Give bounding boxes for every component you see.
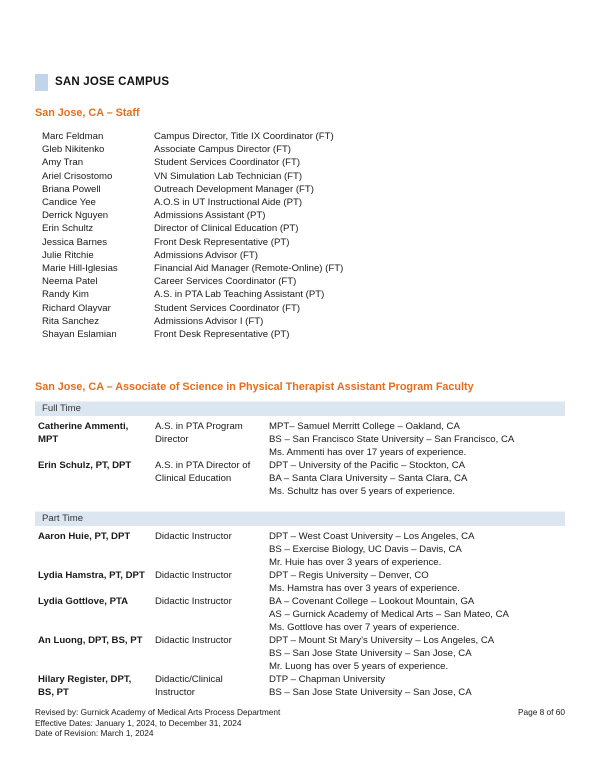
staff-member-role: VN Simulation Lab Technician (FT) (154, 170, 303, 182)
faculty-table (35, 401, 565, 699)
staff-row (42, 302, 565, 315)
faculty-member-details (269, 420, 565, 459)
faculty-credential-line: Mr. Huie has over 3 years of experience. (269, 557, 442, 569)
staff-member-role: Outreach Development Manager (FT) (154, 183, 314, 195)
faculty-member-role: Didactic Instructor (155, 531, 232, 543)
footer-effective-dates: Effective Dates: January 1, 2024, to December 31, 2024 (35, 717, 242, 728)
faculty-row (35, 634, 565, 673)
faculty-member-details (269, 459, 565, 498)
faculty-credential-line: BS – San Jose State University – San Jose, CA (269, 687, 472, 699)
faculty-credential-line: DPT – University of the Pacific – Stockton, CA (269, 460, 466, 472)
staff-row (42, 170, 565, 183)
faculty-member-details (269, 569, 565, 595)
footer-revised-by: Revised by: Gurnick Academy of Medical Arts Process Department (35, 707, 281, 718)
faculty-credential-line: DTP – Chapman University (269, 674, 386, 686)
faculty-credential-line: BS – San Jose State University – San Jose, CA (269, 648, 472, 660)
faculty-row (35, 459, 565, 498)
faculty-member-role: Didactic Instructor (155, 635, 232, 647)
staff-list (35, 130, 565, 341)
staff-member-role: Student Services Coordinator (FT) (154, 302, 301, 314)
faculty-member-role: Didactic/Clinical Instructor (155, 674, 223, 699)
staff-row (42, 328, 565, 341)
staff-member-name: Julie Ritchie (42, 249, 94, 261)
faculty-member-details (269, 673, 565, 699)
staff-section-heading: San Jose, CA – Staff (35, 107, 140, 119)
faculty-group-band: Part Time (35, 511, 565, 526)
campus-title: SAN JOSE CAMPUS (55, 76, 170, 88)
faculty-member-name: Aaron Huie, PT, DPT (38, 531, 131, 543)
staff-row (42, 130, 565, 143)
faculty-section-heading: San Jose, CA – Associate of Science in Physical Therapist Assistant Program Faculty (35, 381, 474, 394)
campus-accent-square (35, 74, 48, 91)
faculty-credential-line: Ms. Gottlove has over 7 years of experience. (269, 622, 460, 634)
staff-row (42, 156, 565, 169)
faculty-row (35, 673, 565, 699)
staff-member-name: Derrick Nguyen (42, 210, 109, 222)
staff-row (42, 315, 565, 328)
faculty-credential-line: BS – San Francisco State University – San Francisco, CA (269, 434, 515, 446)
staff-member-role: Admissions Advisor (FT) (154, 249, 258, 261)
faculty-member-role: Didactic Instructor (155, 570, 232, 582)
staff-member-name: Rita Sanchez (42, 315, 100, 327)
faculty-credential-line: DPT – West Coast University – Los Angeles, CA (269, 531, 475, 543)
faculty-member-name: An Luong, DPT, BS, PT (38, 635, 143, 647)
staff-member-role: Student Services Coordinator (FT) (154, 157, 301, 169)
staff-member-name: Marc Feldman (42, 131, 104, 142)
staff-row (42, 236, 565, 249)
faculty-credential-line: DPT – Regis University – Denver, CO (269, 570, 429, 582)
faculty-group-band: Full Time (35, 401, 565, 416)
staff-row (42, 275, 565, 288)
staff-row (42, 288, 565, 301)
staff-member-role: Campus Director, Title IX Coordinator (FT) (154, 131, 334, 142)
staff-row (42, 196, 565, 209)
staff-member-role: Admissions Assistant (PT) (154, 210, 266, 222)
faculty-credential-line: Ms. Schultz has over 5 years of experience. (269, 486, 456, 498)
staff-member-role: Admissions Advisor I (FT) (154, 315, 264, 327)
staff-row (42, 262, 565, 275)
faculty-credential-line: BS – Exercise Biology, UC Davis – Davis, CA (269, 544, 462, 556)
staff-row (42, 143, 565, 156)
staff-row (42, 222, 565, 235)
staff-member-role: Director of Clinical Education (PT) (154, 223, 299, 235)
staff-row (42, 183, 565, 196)
page-footer (35, 707, 565, 739)
staff-row (42, 249, 565, 262)
staff-member-role: A.O.S in UT Instructional Aide (PT) (154, 197, 303, 209)
staff-member-name: Gleb Nikitenko (42, 144, 105, 156)
faculty-member-details (269, 634, 565, 673)
faculty-member-details (269, 595, 565, 634)
staff-member-name: Jessica Barnes (42, 236, 108, 248)
footer-date-of-revision: Date of Revision: March 1, 2024 (35, 728, 154, 739)
staff-member-role: A.S. in PTA Lab Teaching Assistant (PT) (154, 289, 325, 301)
faculty-credential-line: BA – Santa Clara University – Santa Clara, CA (269, 473, 468, 485)
staff-member-name: Briana Powell (42, 183, 101, 195)
footer-line-1 (35, 707, 565, 718)
faculty-member-name: Lydia Gottlove, PTA (38, 596, 129, 608)
faculty-credential-line: AS – Gurnick Academy of Medical Arts – San Mateo, CA (269, 609, 509, 621)
staff-member-role: Associate Campus Director (FT) (154, 144, 292, 156)
faculty-member-role: A.S. in PTA Director of Clinical Education (155, 460, 251, 485)
faculty-row (35, 595, 565, 634)
staff-member-name: Amy Tran (42, 157, 84, 169)
staff-member-role: Financial Aid Manager (Remote-Online) (FT) (154, 263, 344, 275)
faculty-member-name: Lydia Hamstra, PT, DPT (38, 570, 145, 582)
staff-row (42, 209, 565, 222)
faculty-credential-line: DPT – Mount St Mary’s University – Los Angeles, CA (269, 635, 495, 647)
staff-member-name: Marie Hill-Iglesias (42, 263, 118, 275)
staff-member-name: Erin Schultz (42, 223, 94, 235)
staff-member-name: Candice Yee (42, 197, 96, 209)
faculty-member-name: Catherine Ammenti, MPT (38, 421, 129, 446)
faculty-member-role: Didactic Instructor (155, 596, 232, 608)
faculty-row (35, 569, 565, 595)
footer-page-number: Page 8 of 60 (517, 707, 565, 718)
staff-member-name: Richard Olayvar (42, 302, 111, 314)
faculty-credential-line: Ms. Ammenti has over 17 years of experience. (269, 447, 467, 459)
staff-member-role: Front Desk Representative (PT) (154, 329, 290, 341)
faculty-credential-line: Mr. Luong has over 5 years of experience. (269, 661, 449, 673)
faculty-row (35, 526, 565, 569)
faculty-member-name: Erin Schulz, PT, DPT (38, 460, 132, 472)
staff-member-name: Ariel Crisostomo (42, 170, 113, 182)
faculty-member-name: Hilary Register, DPT, BS, PT (38, 674, 132, 699)
staff-member-name: Neema Patel (42, 276, 98, 288)
staff-member-role: Front Desk Representative (PT) (154, 236, 290, 248)
faculty-row (35, 416, 565, 459)
faculty-credential-line: Ms. Hamstra has over 3 years of experience. (269, 583, 460, 595)
faculty-credential-line: MPT– Samuel Merritt College – Oakland, CA (269, 421, 460, 433)
staff-member-name: Randy Kim (42, 289, 89, 301)
faculty-credential-line: BA – Covenant College – Lookout Mountain, GA (269, 596, 475, 608)
staff-member-role: Career Services Coordinator (FT) (154, 276, 297, 288)
staff-member-name: Shayan Eslamian (42, 329, 117, 341)
campus-header (35, 73, 565, 91)
faculty-member-role: A.S. in PTA Program Director (155, 421, 243, 446)
faculty-member-details (269, 530, 565, 569)
